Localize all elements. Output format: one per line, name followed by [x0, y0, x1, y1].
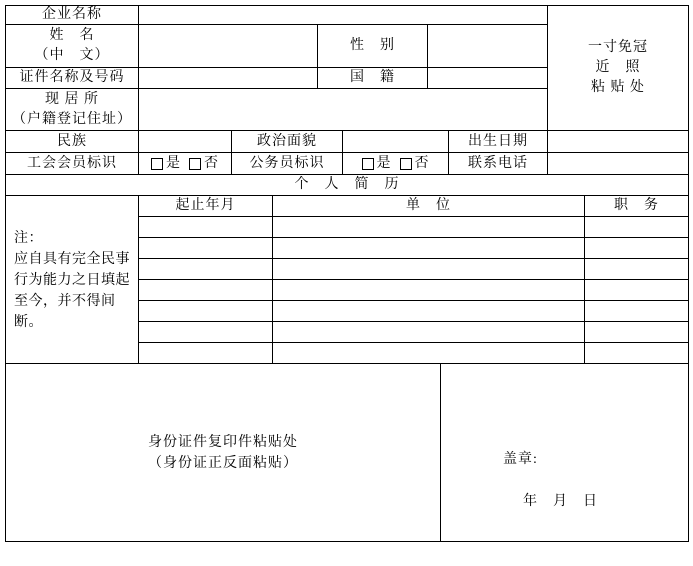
resume-position-cell[interactable] — [585, 217, 689, 238]
name-cn-label — [6, 25, 139, 68]
union-member-checkboxes — [139, 153, 232, 175]
id-doc-label: 证件名称及号码 — [6, 68, 139, 89]
id-copy-paste-area — [6, 364, 441, 542]
resume-note — [6, 196, 139, 364]
checkbox-icon[interactable] — [362, 158, 374, 170]
company-name-field[interactable] — [139, 6, 548, 25]
resume-position-cell[interactable] — [585, 301, 689, 322]
resume-section-title: 个 人 简 历 — [6, 175, 689, 196]
political-status-label: 政治面貌 — [232, 131, 343, 153]
resume-organization-cell[interactable] — [273, 280, 585, 301]
resume-col-period-header: 起止年月 — [139, 196, 273, 217]
nationality-label: 国 籍 — [318, 68, 428, 89]
resume-period-cell[interactable] — [139, 259, 273, 280]
resume-period-cell[interactable] — [139, 238, 273, 259]
resume-organization-cell[interactable] — [273, 259, 585, 280]
resume-organization-cell[interactable] — [273, 343, 585, 364]
id-doc-field[interactable] — [139, 68, 318, 89]
name-cn-label-line1: 姓 名 — [49, 28, 95, 43]
resume-position-cell[interactable] — [585, 280, 689, 301]
political-status-field[interactable] — [343, 131, 449, 153]
residence-label — [6, 89, 139, 131]
yes-label: 是 — [166, 155, 181, 171]
union-no-option[interactable] — [189, 154, 219, 174]
residence-label-line1: 现 居 所 — [45, 91, 99, 107]
civil-no-option[interactable] — [400, 154, 430, 174]
note-line4: 至今，并不得间 — [14, 294, 116, 309]
resume-period-cell[interactable] — [139, 343, 273, 364]
id-copy-line1: 身份证件复印件粘贴处 — [148, 434, 298, 450]
civil-servant-label: 公务员标识 — [232, 153, 343, 175]
stamp-area — [441, 364, 689, 542]
form-table — [5, 5, 689, 542]
ethnicity-field[interactable] — [139, 131, 232, 153]
gender-field[interactable] — [428, 25, 548, 68]
photo-paste-area — [548, 6, 689, 131]
no-label: 否 — [204, 155, 219, 171]
checkbox-icon[interactable] — [151, 158, 163, 170]
resume-col-organization-header: 单 位 — [273, 196, 585, 217]
note-line1: 注： — [14, 231, 43, 246]
name-cn-label-line2: （中 文） — [34, 48, 110, 63]
resume-period-cell[interactable] — [139, 301, 273, 322]
gender-label: 性 别 — [318, 25, 428, 68]
resume-position-cell[interactable] — [585, 343, 689, 364]
note-line2: 应自具有完全民事 — [14, 252, 130, 267]
photo-area-line2: 近 照 — [595, 60, 641, 75]
birth-date-field[interactable] — [548, 131, 689, 153]
no-label: 否 — [414, 155, 430, 171]
note-line3: 行为能力之日填起 — [14, 273, 130, 288]
civil-servant-checkboxes — [343, 153, 449, 175]
photo-area-line3: 粘 贴 处 — [591, 80, 645, 95]
resume-position-cell[interactable] — [585, 322, 689, 343]
union-member-label: 工会会员标识 — [6, 153, 139, 175]
id-copy-line2: （身份证正反面粘贴） — [148, 455, 298, 471]
resume-position-cell[interactable] — [585, 238, 689, 259]
residence-field[interactable] — [139, 89, 548, 131]
ethnicity-label: 民族 — [6, 131, 139, 153]
photo-area-line1: 一寸免冠 — [588, 40, 648, 55]
resume-position-cell[interactable] — [585, 259, 689, 280]
nationality-field[interactable] — [428, 68, 548, 89]
resume-organization-cell[interactable] — [273, 301, 585, 322]
checkbox-icon[interactable] — [189, 158, 201, 170]
resume-organization-cell[interactable] — [273, 217, 585, 238]
resume-col-position-header: 职 务 — [585, 196, 689, 217]
company-name-label: 企业名称 — [6, 6, 139, 25]
birth-date-label: 出生日期 — [449, 131, 548, 153]
civil-yes-option[interactable] — [362, 154, 392, 174]
seal-label: 盖章: — [503, 452, 538, 467]
date-label: 年 月 日 — [523, 494, 598, 509]
phone-label: 联系电话 — [449, 153, 548, 175]
resume-period-cell[interactable] — [139, 322, 273, 343]
note-line5: 断。 — [14, 315, 43, 330]
name-cn-field[interactable] — [139, 25, 318, 68]
resume-period-cell[interactable] — [139, 217, 273, 238]
phone-field[interactable] — [548, 153, 689, 175]
checkbox-icon[interactable] — [400, 158, 412, 170]
resume-organization-cell[interactable] — [273, 322, 585, 343]
residence-label-line2: （户籍登记住址） — [12, 111, 132, 127]
resume-period-cell[interactable] — [139, 280, 273, 301]
yes-label: 是 — [376, 155, 392, 171]
union-yes-option[interactable] — [151, 154, 181, 174]
resume-organization-cell[interactable] — [273, 238, 585, 259]
